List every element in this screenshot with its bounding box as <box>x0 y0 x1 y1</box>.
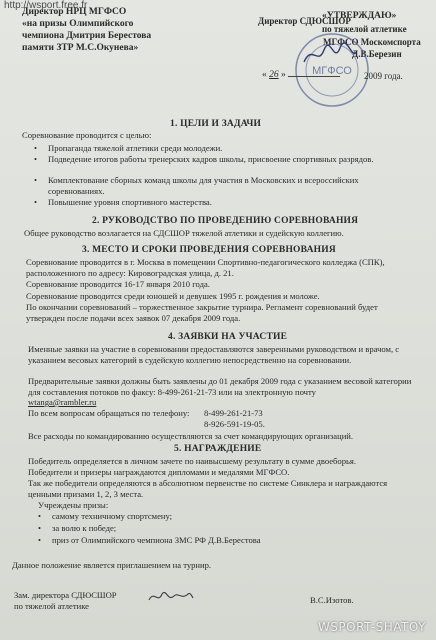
signatory-position-2: по тяжелой атлетике <box>14 601 89 611</box>
section5-bullet: • самому техничному спортсмену; <box>52 511 172 522</box>
header-left-line3: чемпиона Дмитрия Берестова <box>22 31 152 41</box>
phone-number-2: 8-926-591-19-05. <box>204 419 265 429</box>
section5-bullet: • за волю к победе; <box>52 523 116 534</box>
section4-paragraph: Именные заявки на участие в соревновании предоставляются заверенными руководством и врачом, с указанием весовых категорий в судейскую коллегию непосредственно на соревновании. <box>28 344 400 365</box>
section5-paragraph: Так же победители определяются в абсолютном первенстве по системе Синклера и награждаются ценными призами 1, 2, 3 места. <box>28 478 388 499</box>
invitation-note: Данное положение является приглашением на турнир. <box>12 560 212 570</box>
site-watermark: WSPORT-SHATOY <box>317 620 426 634</box>
approve-heading: «УТВЕРЖДАЮ» <box>322 11 397 21</box>
section2-title: 2. РУКОВОДСТВО ПО ПРОВЕДЕНИЮ СОРЕВНОВАНИЯ <box>92 216 359 226</box>
section3-paragraph: По окончании соревнований – торжественное закрытие турнира. Регламент соревнований будет утвержден после подачи всех заявок 07 декабря 2009 года. <box>26 302 378 323</box>
director-title: Директор СДЮСШОР <box>258 16 351 26</box>
source-watermark: http://wsport.free.fr <box>4 0 88 11</box>
section1-bullet: • Пропаганда тяжелой атлетики среди молодежи. <box>48 143 410 154</box>
section5-paragraph: Победитель определяется в личном зачете по наивысшему результату в сумме двоеборья. <box>28 456 357 466</box>
org-name: МГФСО Москомспорта <box>323 37 421 47</box>
approval-year: 2009 года. <box>364 71 403 81</box>
header-left-line1: Директор НРЦ МГФСО <box>22 7 127 17</box>
header-left-line2: «на призы Олимпийского <box>22 19 134 29</box>
stamp-text: МГФСО <box>312 65 352 77</box>
approval-date: « 26 » <box>262 70 340 80</box>
section2-text: Общее руководство возлагается на СДСШОР тяжелой атлетики и судейскую коллегию. <box>24 228 344 238</box>
signatory-name: В.С.Изотов. <box>310 595 354 605</box>
section3-paragraph: Соревнование проводится 16-17 января 2010 года. <box>26 279 210 289</box>
email-link[interactable]: wtanga@rambler.ru <box>28 397 97 407</box>
section1-title: 1. ЦЕЛИ И ЗАДАЧИ <box>170 119 262 129</box>
section4-title: 4. ЗАЯВКИ НА УЧАСТИЕ <box>168 332 288 342</box>
section5-paragraph: Учреждены призы: <box>38 500 109 510</box>
section3-title: 3. МЕСТО И СРОКИ ПРОВЕДЕНИЯ СОРЕВНОВАНИЯ <box>82 245 336 255</box>
director-subtitle: по тяжелой атлетике <box>322 24 407 34</box>
section5-bullet: • приз от Олимпийского чемпиона ЗМС РФ Д.В.Берестова <box>52 535 261 546</box>
section5-paragraph: Победители и призеры награждаются дипломами и медалями МГФСО. <box>28 467 290 477</box>
header-left-line4: памяти ЗТР М.С.Окунева» <box>22 43 139 53</box>
section3-paragraph: Соревнование проводится в г. Москва в помещении Спортивно-педагогического колледжа (СПК), расположенного по адресу: Кировоградская улица, д. 21. <box>26 257 385 278</box>
header-left <box>22 6 151 54</box>
section4-paragraph: Предварительные заявки должны быть заявлены до 01 декабря 2009 года с указанием весовой категории для составления потоков по факсу: 8-499-261-21-73 или на электронную почту <box>28 376 412 397</box>
section1-bullet: • Повышение уровня спортивного мастерства. <box>48 197 410 208</box>
section4-paragraph: Все расходы по командированию осуществляются за счет командирующих организаций. <box>28 431 354 441</box>
section5-title: 5. НАГРАЖДЕНИЕ <box>174 444 262 454</box>
deputy-signature <box>146 584 196 608</box>
signatory-position: Зам. директора СДЮСШОР <box>14 590 117 600</box>
section1-intro: Соревнование проводится с целью: <box>22 130 152 140</box>
director-signature <box>300 40 360 70</box>
phone-label: По всем вопросам обращаться по телефону: <box>28 408 190 418</box>
phone-number-1: 8-499-261-21-73 <box>204 408 263 418</box>
section1-bullet: • Подведение итогов работы тренерских кадров школы, присвоение спортивных разрядов. <box>48 154 410 165</box>
section3-paragraph: Соревнование проводится среди юношей и девушек 1995 г. рождения и моложе. <box>26 291 320 301</box>
director-name: Д.В.Березин <box>352 49 402 59</box>
section1-bullet: • Комплектование сборных команд школы для участия в Московских и всероссийских соревнованиях. <box>48 175 410 196</box>
